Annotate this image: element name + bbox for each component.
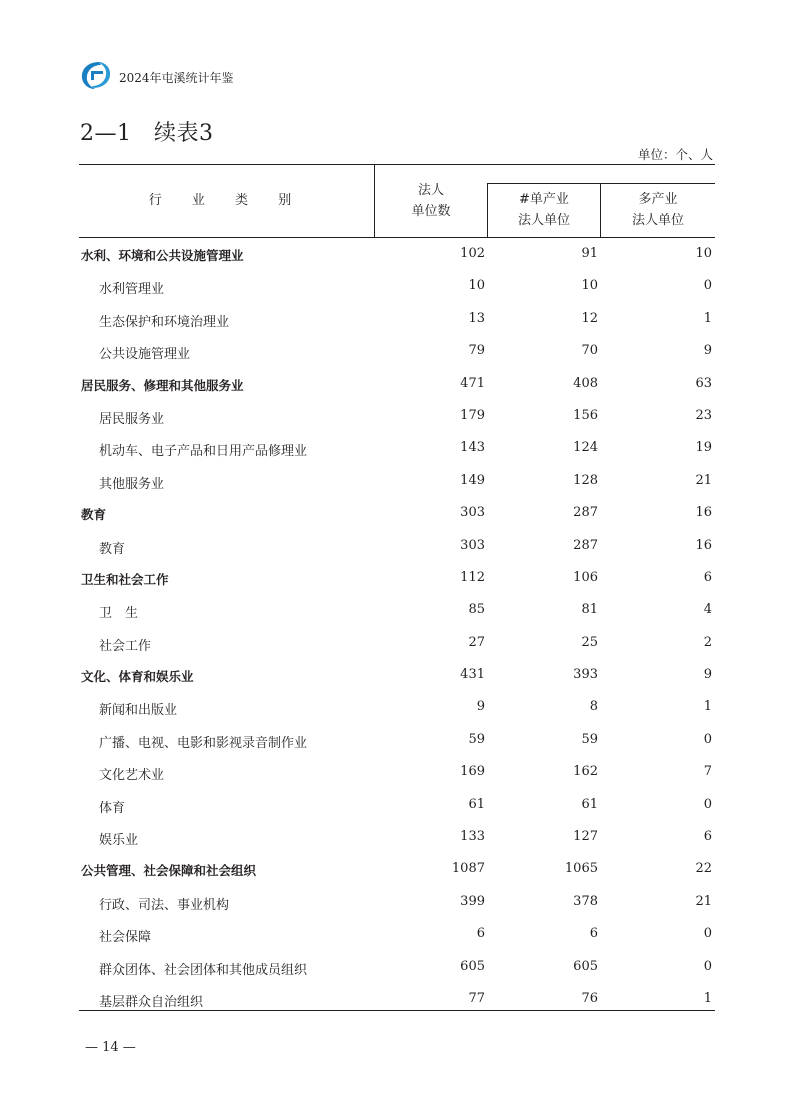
row-name: 公共设施管理业 (99, 347, 191, 363)
cell-multi-industry: 21 (695, 472, 712, 488)
table-row (79, 626, 715, 658)
table-row (79, 561, 715, 593)
cell-single-industry: 76 (581, 990, 598, 1006)
page-header (79, 58, 379, 92)
row-name: 社会保障 (99, 930, 152, 946)
cell-legal-units: 605 (460, 958, 485, 974)
cell-legal-units: 27 (468, 634, 485, 650)
cell-legal-units: 6 (476, 926, 485, 942)
cell-legal-units: 13 (468, 310, 485, 326)
row-name: 基层群众自治组织 (99, 994, 204, 1010)
header-line: 法人单位 (517, 213, 570, 228)
cell-single-industry: 6 (589, 926, 598, 942)
table-row (79, 885, 715, 917)
table-row (79, 334, 715, 366)
cell-multi-industry: 0 (703, 926, 712, 942)
cell-single-industry: 408 (573, 375, 598, 391)
cell-multi-industry: 7 (703, 764, 712, 780)
table-row (79, 852, 715, 884)
table-row (79, 593, 715, 625)
table-bottom-rule (79, 1010, 715, 1011)
row-name: 社会工作 (99, 638, 152, 654)
row-name: 水利、环境和公共设施管理业 (81, 248, 244, 263)
yearbook-logo-icon (79, 58, 113, 92)
table-row (79, 723, 715, 755)
table-row (79, 367, 715, 399)
cell-legal-units: 431 (460, 667, 485, 683)
row-name: 新闻和出版业 (99, 703, 178, 719)
row-name: 居民服务、修理和其他服务业 (81, 377, 244, 393)
cell-legal-units: 133 (460, 829, 485, 845)
cell-legal-units: 179 (460, 407, 485, 423)
cell-multi-industry: 23 (695, 407, 712, 423)
header-line: 法人 (417, 182, 444, 198)
cell-single-industry: 393 (573, 667, 598, 683)
table-row (79, 820, 715, 852)
cell-legal-units: 77 (468, 990, 485, 1006)
table-row (79, 464, 715, 496)
cell-legal-units: 471 (460, 375, 485, 391)
cell-multi-industry: 6 (703, 569, 712, 585)
column-header-single-industry (488, 183, 600, 237)
header-line: 法人单位 (631, 213, 684, 228)
cell-single-industry: 156 (573, 407, 598, 423)
cell-multi-industry: 21 (695, 893, 712, 909)
cell-legal-units: 149 (460, 472, 485, 488)
cell-multi-industry: 1 (703, 310, 712, 326)
cell-legal-units: 112 (460, 569, 485, 585)
table-row (79, 496, 715, 528)
cell-legal-units: 59 (468, 731, 485, 747)
cell-single-industry: 378 (573, 893, 598, 909)
cell-multi-industry: 22 (695, 861, 712, 877)
cell-single-industry: 59 (581, 731, 598, 747)
row-name: 文化艺术业 (99, 768, 165, 784)
table-row (79, 431, 715, 463)
cell-legal-units: 303 (460, 537, 485, 553)
table-row (79, 788, 715, 820)
page-number: — 14 — (85, 1040, 136, 1055)
row-name: 群众团体、社会团体和其他成员组织 (99, 962, 308, 978)
cell-multi-industry: 4 (703, 602, 712, 618)
cell-single-industry: 162 (573, 764, 598, 780)
header-line: 单位数 (411, 203, 451, 219)
row-name: 教育 (81, 507, 107, 523)
unit-label: 单位：个、人 (637, 147, 713, 162)
table-row (79, 658, 715, 690)
cell-legal-units: 61 (468, 796, 485, 812)
row-name: 其他服务业 (99, 476, 165, 492)
cell-multi-industry: 16 (695, 505, 712, 521)
cell-multi-industry: 6 (703, 829, 712, 845)
cell-multi-industry: 9 (703, 343, 712, 359)
cell-multi-industry: 1 (703, 990, 712, 1006)
row-name: 居民服务业 (99, 411, 165, 427)
cell-legal-units: 102 (460, 246, 485, 261)
table-row (79, 690, 715, 722)
row-name: 公共管理、社会保障和社会组织 (81, 863, 257, 879)
cell-single-industry: 605 (573, 958, 598, 974)
cell-single-industry: 124 (573, 440, 598, 456)
table-row (79, 529, 715, 561)
cell-multi-industry: 19 (695, 440, 712, 456)
cell-multi-industry: 16 (695, 537, 712, 553)
table-row (79, 399, 715, 431)
cell-legal-units: 79 (468, 343, 485, 359)
cell-multi-industry: 10 (695, 246, 712, 261)
row-name: 体育 (99, 800, 126, 816)
cell-multi-industry: 0 (703, 796, 712, 812)
cell-legal-units: 399 (460, 893, 485, 909)
cell-multi-industry: 1 (703, 699, 712, 715)
cell-single-industry: 91 (581, 246, 598, 261)
row-name: 机动车、电子产品和日用产品修理业 (99, 444, 308, 460)
cell-single-industry: 70 (581, 343, 598, 359)
cell-single-industry: 106 (573, 569, 598, 585)
table-title: 2—1 续表3 (80, 121, 214, 146)
cell-single-industry: 61 (581, 796, 598, 812)
cell-single-industry: 127 (573, 829, 598, 845)
cell-single-industry: 25 (581, 634, 598, 650)
header-line: 多产业 (638, 192, 678, 207)
cell-legal-units: 143 (460, 440, 485, 456)
cell-legal-units: 85 (468, 602, 485, 618)
table-row (79, 755, 715, 787)
header-line: #单产业 (519, 192, 569, 207)
table-body (79, 237, 715, 1014)
book-title: 2024年屯溪统计年鉴 (119, 71, 234, 85)
cell-single-industry: 81 (581, 602, 598, 618)
row-name: 教育 (99, 541, 126, 557)
cell-legal-units: 10 (468, 278, 485, 294)
row-name: 生态保护和环境治理业 (99, 314, 230, 330)
cell-single-industry: 287 (573, 537, 598, 553)
row-name: 娱乐业 (99, 833, 139, 849)
row-name: 卫生和社会工作 (81, 571, 169, 587)
cell-multi-industry: 0 (703, 958, 712, 974)
table-row (79, 950, 715, 982)
cell-single-industry: 10 (581, 278, 598, 294)
table-row (79, 269, 715, 301)
table-row (79, 237, 715, 269)
cell-multi-industry: 0 (703, 731, 712, 747)
table-row (79, 917, 715, 949)
cell-single-industry: 8 (589, 699, 598, 715)
cell-single-industry: 1065 (564, 861, 598, 877)
cell-multi-industry: 9 (703, 667, 712, 683)
column-header-multi-industry (601, 183, 715, 237)
table-row (79, 302, 715, 334)
cell-legal-units: 1087 (451, 861, 485, 877)
cell-multi-industry: 2 (703, 634, 712, 650)
column-header-legal-units (375, 164, 487, 237)
cell-single-industry: 128 (573, 472, 598, 488)
cell-legal-units: 9 (476, 699, 485, 715)
cell-legal-units: 303 (460, 505, 485, 521)
row-name: 水利管理业 (99, 282, 165, 298)
row-name: 广播、电视、电影和影视录音制作业 (99, 735, 308, 751)
cell-single-industry: 12 (581, 310, 598, 326)
column-header-category: 行 业 类 别 (148, 193, 305, 208)
cell-multi-industry: 0 (703, 278, 712, 294)
cell-multi-industry: 63 (695, 375, 712, 391)
row-name: 卫 生 (99, 606, 139, 622)
row-name: 文化、体育和娱乐业 (81, 669, 194, 685)
row-name: 行政、司法、事业机构 (99, 897, 230, 913)
cell-single-industry: 287 (573, 505, 598, 521)
cell-legal-units: 169 (460, 764, 485, 780)
